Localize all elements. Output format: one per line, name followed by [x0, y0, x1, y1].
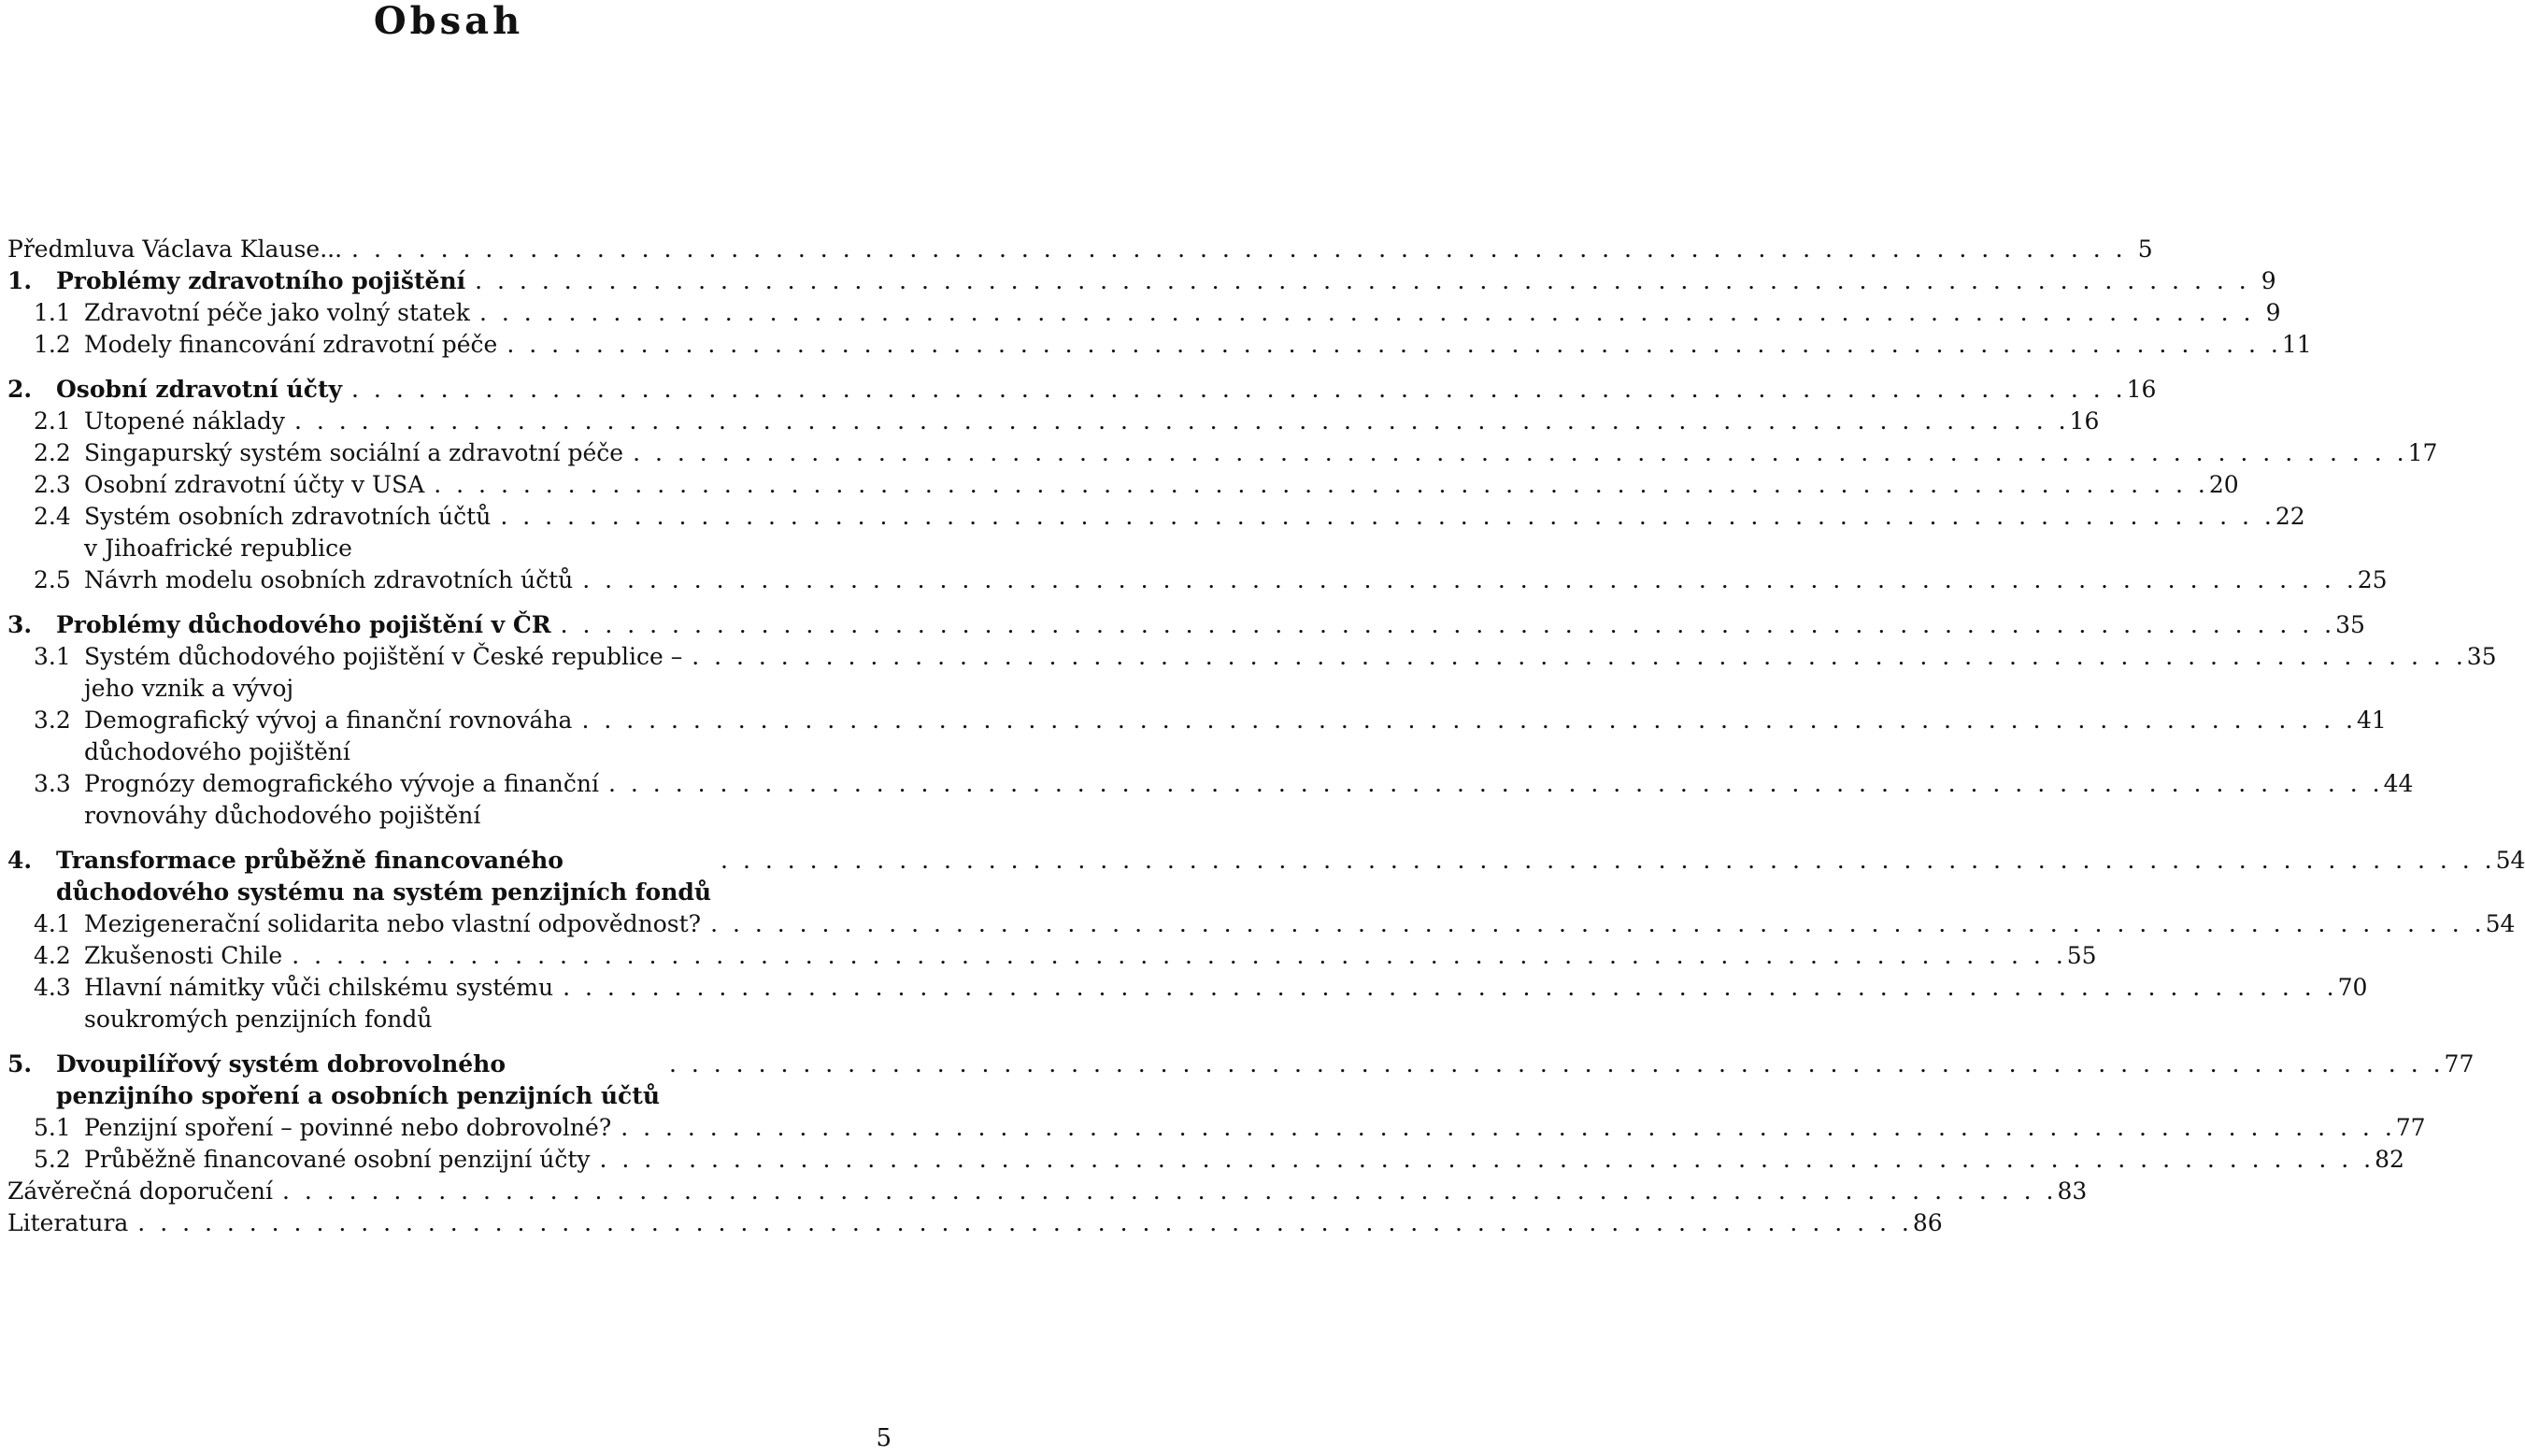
toc-entry-title: Osobní zdravotní účty: [56, 376, 343, 403]
toc-entry[interactable]: [7, 1112, 2426, 1144]
toc-entry-page: 20: [2208, 471, 2239, 498]
toc-entry-number: 2.5: [34, 566, 71, 593]
toc-entry[interactable]: [7, 641, 2497, 705]
toc-entry-page: 22: [2275, 503, 2305, 530]
toc-entry-title: Osobní zdravotní účty v USA: [84, 471, 425, 498]
toc-entry-page: 77: [2444, 1050, 2475, 1078]
toc-entry-title: Zkušenosti Chile: [84, 942, 283, 969]
toc-entry[interactable]: [7, 1144, 2404, 1176]
toc-entry-number: 2.: [7, 376, 33, 403]
toc-entry-title: Modely financování zdravotní péče: [84, 331, 498, 358]
toc-entry-page: 9: [2261, 267, 2276, 294]
toc-entry[interactable]: [7, 501, 2305, 564]
toc-entry-title: Problémy zdravotního pojištění: [56, 267, 466, 294]
toc-entry-number: 5.2: [34, 1146, 71, 1173]
toc-entry-number: 3.2: [34, 707, 71, 734]
toc-entry-page: 55: [2066, 942, 2097, 969]
toc-entry-title: Demografický vývoj a finanční rovnováha důchodového pojištění: [84, 705, 572, 768]
toc-entry-number: 2.3: [34, 471, 71, 498]
toc-leader-dots: . . . . . . . . . . . . . . . . . . . . . . . . . . . . . . . . . . . . . . . . . . . . . . . . . . . . . . . . . . . . . . . . . . . . . . . . . . . . . . . .: [582, 566, 2358, 593]
toc-entry-page: 16: [2069, 407, 2100, 435]
toc-entry-page: 44: [2383, 770, 2414, 797]
toc-entry-title: Transformace průběžně financovaného důchodového systému na systém penzijních fondů: [56, 845, 711, 908]
toc-entry-title: Literatura: [7, 1209, 129, 1236]
toc-entry-page: 82: [2375, 1146, 2404, 1173]
toc-entry-number: 2.4: [34, 503, 71, 530]
toc-entry-page: 17: [2407, 439, 2438, 466]
toc-entry-page: 86: [1912, 1209, 1943, 1236]
toc-leader-dots: . . . . . . . . . . . . . . . . . . . . . . . . . . . . . . . . . . . . . . . . . . . . . . . . . . . . . . . . . . . . . . . . . . . . . . . . . . . . . . . .: [633, 439, 2408, 466]
toc-leader-dots: . . . . . . . . . . . . . . . . . . . . . . . . . . . . . . . . . . . . . . . . . . . . . . . . . . . . . . . . . . . . . . . . . . . . . . . . . . . . . . . .: [581, 707, 2358, 734]
toc-entry[interactable]: [7, 469, 2239, 501]
toc-entry[interactable]: [7, 564, 2388, 596]
toc-entry-title: Mezigenerační solidarita nebo vlastní odpovědnost?: [84, 910, 702, 937]
toc-entry-page: 35: [2466, 643, 2497, 670]
toc-entry-title-continuation: rovnováhy důchodového pojištění: [84, 802, 481, 829]
toc-leader-dots: . . . . . . . . . . . . . . . . . . . . . . . . . . . . . . . . . . . . . . . . . . . . . . . . . . . . . . . . . . . . . . . . . . . . . . . . . . . . . . . .: [621, 1114, 2396, 1141]
toc-entry-page: 9: [2265, 299, 2281, 326]
toc-entry-number: 4.: [7, 847, 33, 874]
toc-entry-title-continuation: jeho vznik a vývoj: [84, 675, 294, 702]
toc-leader-dots: . . . . . . . . . . . . . . . . . . . . . . . . . . . . . . . . . . . . . . . . . . . . . . . . . . . . . . . . . . . . . . . . . . . . . . . . . . . . . . . .: [351, 236, 2127, 263]
toc-entry-number: 3.1: [34, 643, 71, 670]
toc-entry[interactable]: [7, 437, 2438, 469]
toc-entry-title: Singapurský systém sociální a zdravotní péče: [84, 439, 624, 466]
toc-entry-number: 4.3: [34, 974, 71, 1001]
toc-entry-title: Hlavní námitky vůči chilskému systému soukromých penzijních fondů: [84, 972, 553, 1035]
toc-entry[interactable]: [7, 297, 2281, 329]
toc-entry-number: 2.2: [34, 439, 71, 466]
toc-entry-number: 1.: [7, 267, 33, 294]
toc-entry-title-continuation: důchodového systému na systém penzijních fondů: [56, 878, 712, 906]
toc-leader-dots: . . . . . . . . . . . . . . . . . . . . . . . . . . . . . . . . . . . . . . . . . . . . . . . . . . . . . . . . . . . . . . . . . . . . . . . . . . . . . . . .: [692, 643, 2467, 670]
toc-entry-title: Předmluva Václava Klause...: [7, 236, 343, 263]
toc-entry-number: 1.1: [34, 299, 71, 326]
toc-leader-dots: . . . . . . . . . . . . . . . . . . . . . . . . . . . . . . . . . . . . . . . . . . . . . . . . . . . . . . . . . . . . . . . . . . . . . . . . . . . . . . . .: [599, 1146, 2375, 1173]
toc-entry[interactable]: [7, 1049, 2475, 1112]
toc-entry-number: 2.1: [34, 407, 71, 435]
toc-entry[interactable]: [7, 374, 2157, 406]
toc-leader-dots: . . . . . . . . . . . . . . . . . . . . . . . . . . . . . . . . . . . . . . . . . . . . . . . . . . . . . . . . . . . . . . . . . . . . . . . . . . . . . . . .: [478, 299, 2255, 326]
toc-leader-dots: . . . . . . . . . . . . . . . . . . . . . . . . . . . . . . . . . . . . . . . . . . . . . . . . . . . . . . . . . . . . . . . . . . . . . . . . . . . . . . . .: [137, 1209, 1913, 1236]
toc-leader-dots: . . . . . . . . . . . . . . . . . . . . . . . . . . . . . . . . . . . . . . . . . . . . . . . . . . . . . . . . . . . . . . . . . . . . . . . . . . . . . . . .: [506, 331, 2282, 358]
toc-entry-title: Zdravotní péče jako volný statek: [84, 299, 470, 326]
toc-entry[interactable]: [7, 908, 2516, 940]
toc-entry[interactable]: [7, 768, 2414, 832]
toc-entry[interactable]: [7, 609, 2365, 641]
toc-entry-title: Penzijní spoření – povinné nebo dobrovolné?: [84, 1114, 612, 1141]
page-number: 5: [876, 1424, 892, 1452]
toc-entry[interactable]: [7, 329, 2312, 361]
toc-entry-page: 41: [2357, 707, 2387, 734]
toc-entry-title: Závěrečná doporučení: [7, 1178, 273, 1205]
toc-entry-title: Systém důchodového pojištění v České republice – jeho vznik a vývoj: [84, 641, 682, 705]
toc-entry[interactable]: [7, 1176, 2088, 1207]
toc-leader-dots: . . . . . . . . . . . . . . . . . . . . . . . . . . . . . . . . . . . . . . . . . . . . . . . . . . . . . . . . . . . . . . . . . . . . . . . . . . . . . . . .: [475, 267, 2250, 294]
toc-leader-dots: . . . . . . . . . . . . . . . . . . . . . . . . . . . . . . . . . . . . . . . . . . . . . . . . . . . . . . . . . . . . . . . . . . . . . . . . . . . . . . . .: [434, 471, 2209, 498]
toc-entry-number: 5.1: [34, 1114, 71, 1141]
toc-entry-page: 16: [2126, 376, 2157, 403]
toc-entry-title: Dvoupilířový systém dobrovolného penzijního spoření a osobních penzijních účtů: [56, 1049, 660, 1112]
toc-leader-dots: . . . . . . . . . . . . . . . . . . . . . . . . . . . . . . . . . . . . . . . . . . . . . . . . . . . . . . . . . . . . . . . . . . . . . . . . . . . . . . . .: [720, 847, 2496, 874]
toc-entry[interactable]: [7, 705, 2387, 768]
toc-entry[interactable]: [7, 972, 2368, 1035]
toc-entry-number: 5.: [7, 1050, 33, 1078]
toc-entry-number: 4.1: [34, 910, 71, 937]
toc-leader-dots: . . . . . . . . . . . . . . . . . . . . . . . . . . . . . . . . . . . . . . . . . . . . . . . . . . . . . . . . . . . . . . . . . . . . . . . . . . . . . . . .: [281, 1178, 2058, 1205]
toc-entry[interactable]: [7, 265, 2276, 297]
toc-entry-title-continuation: v Jihoafrické republice: [84, 535, 352, 562]
toc-leader-dots: . . . . . . . . . . . . . . . . . . . . . . . . . . . . . . . . . . . . . . . . . . . . . . . . . . . . . . . . . . . . . . . . . . . . . . . . . . . . . . . .: [560, 611, 2336, 638]
toc-entry-page: 54: [2495, 847, 2525, 874]
toc-entry[interactable]: [7, 234, 2153, 265]
toc-entry[interactable]: [7, 940, 2097, 972]
toc-entry-page: 11: [2281, 331, 2312, 358]
toc-leader-dots: . . . . . . . . . . . . . . . . . . . . . . . . . . . . . . . . . . . . . . . . . . . . . . . . . . . . . . . . . . . . . . . . . . . . . . . . . . . . . . . .: [294, 407, 2070, 435]
toc-leader-dots: . . . . . . . . . . . . . . . . . . . . . . . . . . . . . . . . . . . . . . . . . . . . . . . . . . . . . . . . . . . . . . . . . . . . . . . . . . . . . . . .: [500, 503, 2275, 530]
toc-entry[interactable]: [7, 845, 2525, 908]
toc-entry-number: 3.3: [34, 770, 71, 797]
toc-leader-dots: . . . . . . . . . . . . . . . . . . . . . . . . . . . . . . . . . . . . . . . . . . . . . . . . . . . . . . . . . . . . . . . . . . . . . . . . . . . . . . . .: [669, 1050, 2445, 1078]
toc-entry-title: Prognózy demografického vývoje a finanční rovnováhy důchodového pojištění: [84, 768, 599, 832]
toc-leader-dots: . . . . . . . . . . . . . . . . . . . . . . . . . . . . . . . . . . . . . . . . . . . . . . . . . . . . . . . . . . . . . . . . . . . . . . . . . . . . . . . .: [608, 770, 2384, 797]
toc-entry-title: Utopené náklady: [84, 407, 285, 435]
toc-entry-page: 25: [2357, 566, 2388, 593]
table-of-contents: [7, 234, 2525, 1239]
toc-entry-page: 77: [2395, 1114, 2426, 1141]
toc-entry-number: 3.: [7, 611, 33, 638]
toc-entry-number: 4.2: [34, 942, 71, 969]
toc-entry-title-continuation: důchodového pojištění: [84, 738, 350, 765]
toc-entry-title: Systém osobních zdravotních účtů v Jihoafrické republice: [84, 501, 491, 564]
toc-leader-dots: . . . . . . . . . . . . . . . . . . . . . . . . . . . . . . . . . . . . . . . . . . . . . . . . . . . . . . . . . . . . . . . . . . . . . . . . . . . . . . . .: [292, 942, 2067, 969]
page-title: Obsah: [373, 0, 524, 43]
toc-leader-dots: . . . . . . . . . . . . . . . . . . . . . . . . . . . . . . . . . . . . . . . . . . . . . . . . . . . . . . . . . . . . . . . . . . . . . . . . . . . . . . . .: [710, 910, 2486, 937]
toc-entry-title-continuation: soukromých penzijních fondů: [84, 1006, 433, 1033]
toc-entry-title: Návrh modelu osobních zdravotních účtů: [84, 566, 574, 593]
toc-entry-title: Problémy důchodového pojištění v ČR: [56, 611, 551, 638]
toc-entry-page: 5: [2137, 236, 2153, 263]
toc-entry[interactable]: [7, 406, 2100, 437]
toc-leader-dots: . . . . . . . . . . . . . . . . . . . . . . . . . . . . . . . . . . . . . . . . . . . . . . . . . . . . . . . . . . . . . . . . . . . . . . . . . . . . . . . .: [563, 974, 2338, 1001]
toc-entry[interactable]: [7, 1207, 1943, 1239]
toc-entry-title: Průběžně financované osobní penzijní účty: [84, 1146, 591, 1173]
toc-entry-page: 54: [2485, 910, 2516, 937]
toc-leader-dots: . . . . . . . . . . . . . . . . . . . . . . . . . . . . . . . . . . . . . . . . . . . . . . . . . . . . . . . . . . . . . . . . . . . . . . . . . . . . . . . .: [351, 376, 2127, 403]
toc-entry-page: 70: [2337, 974, 2368, 1001]
toc-entry-page: 35: [2335, 611, 2365, 638]
toc-entry-title-continuation: penzijního spoření a osobních penzijních účtů: [56, 1082, 660, 1109]
toc-entry-page: 83: [2057, 1178, 2088, 1205]
toc-entry-number: 1.2: [34, 331, 71, 358]
